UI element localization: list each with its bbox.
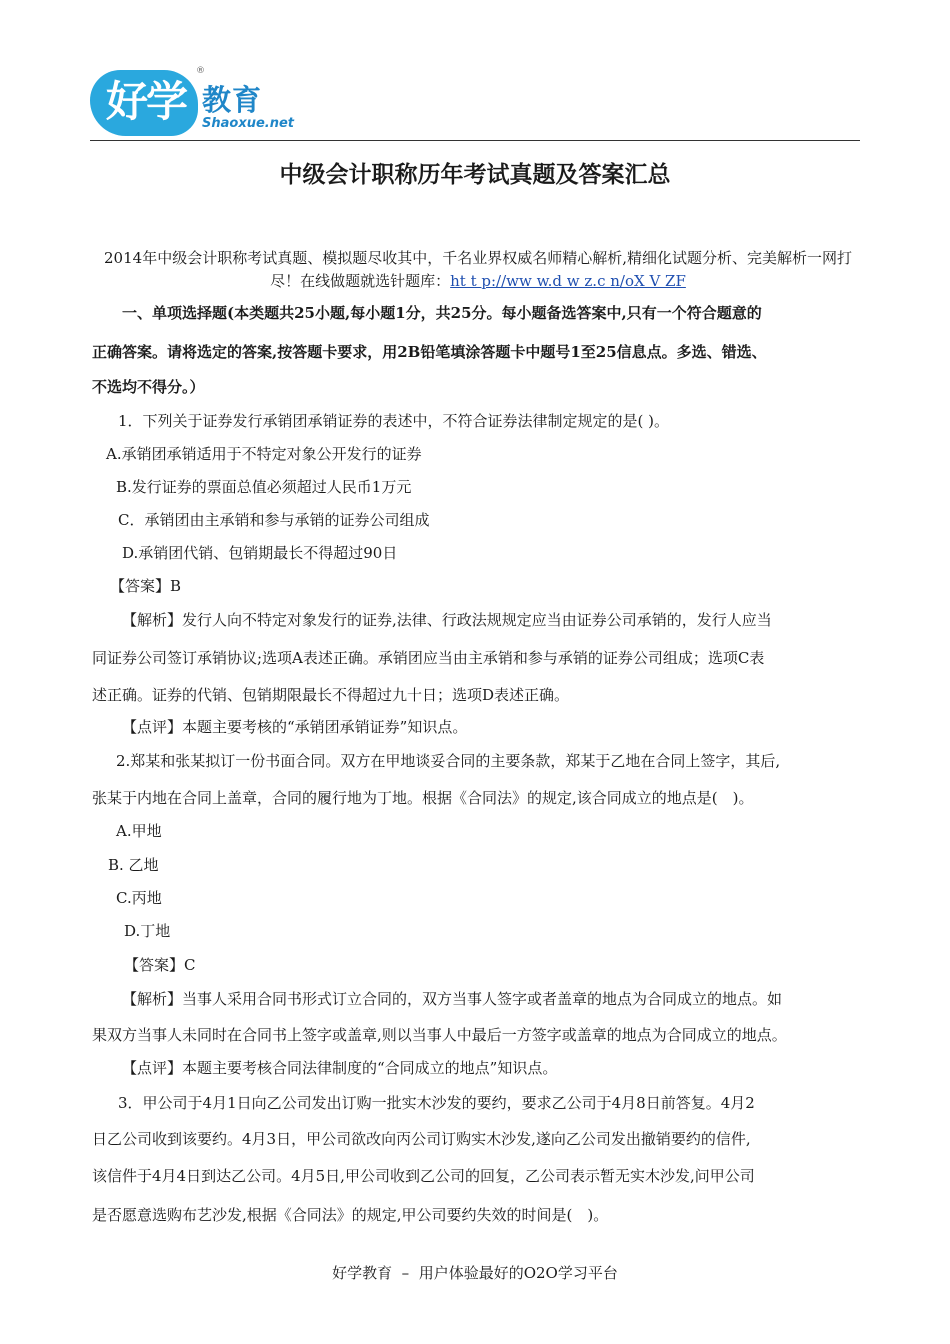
- q2-answer: 【答案】C: [124, 956, 196, 974]
- section-heading-line-3: 不选均不得分。）: [92, 378, 205, 396]
- q2-analysis-line-1: 【解析】当事人采用合同书形式订立合同的，双方当事人签字或者盖章的地点为合同成立的地点。如: [122, 990, 783, 1008]
- q3-stem-line-2: 日乙公司收到该要约。4月3日，甲公司欲改向丙公司订购实木沙发,遂向乙公司发出撤销要约的信件,: [92, 1130, 751, 1148]
- logo-side-text: 教育: [202, 83, 263, 117]
- logo-main-text: 好学: [105, 77, 186, 126]
- q3-stem-line-3: 该信件于4月4日到达乙公司。4月5日,甲公司收到乙公司的回复，乙公司表示暂无实木沙发,问甲公司: [92, 1167, 755, 1185]
- q1-option-d: D.承销团代销、包销期最长不得超过90日: [122, 544, 398, 562]
- intro-paragraph: [96, 247, 860, 293]
- q1-answer: 【答案】B: [110, 577, 182, 595]
- section-heading-line-2: 正确答案。请将选定的答案,按答题卡要求，用2B铅笔填涂答题卡中题号1至25信息点。多选、错选、: [92, 343, 767, 361]
- q1-analysis-line-2: 同证券公司签订承销协议;选项A表述正确。承销团应当由主承销和参与承销的证券公司组成；选项C表: [92, 649, 765, 667]
- q2-option-d: D.丁地: [124, 922, 171, 940]
- q3-stem-line-1: 3．甲公司于4月1日向乙公司发出订购一批实木沙发的要约，要求乙公司于4月8日前答复。4月2: [118, 1094, 755, 1112]
- q1-stem: 1．下列关于证券发行承销团承销证券的表述中，不符合证券法律制定规定的是( )。: [118, 412, 670, 430]
- q1-comment: 【点评】本题主要考核的“承销团承销证券”知识点。: [122, 718, 468, 736]
- intro-link[interactable]: ht t p://ww w.d w z.c n/oX V ZF: [450, 272, 686, 290]
- q2-option-c: C.丙地: [116, 889, 162, 907]
- q2-option-a: A.甲地: [116, 822, 162, 840]
- q2-option-b: B. 乙地: [108, 856, 159, 874]
- q3-stem-line-4: 是否愿意选购布艺沙发,根据《合同法》的规定,甲公司要约失效的时间是( )。: [92, 1206, 609, 1224]
- intro-text: 2014年中级会计职称考试真题、模拟题尽收其中，千名业界权威名师精心解析,精细化试题分析、完美解析一网打尽！在线做题就选针题库：: [104, 249, 852, 290]
- q1-option-c: C．承销团由主承销和参与承销的证券公司组成: [118, 511, 430, 529]
- section-heading-line-1: 一、单项选择题(本类题共25小题,每小题1分，共25分。每小题备选答案中,只有一个符合题意的: [122, 304, 762, 322]
- page-footer: 好学教育 – 用户体验最好的O2O学习平台: [332, 1264, 618, 1282]
- page-title: 中级会计职称历年考试真题及答案汇总: [279, 161, 671, 188]
- q2-analysis-line-2: 果双方当事人未同时在合同书上签字或盖章,则以当事人中最后一方签字或盖章的地点为合同成立的地点。: [92, 1026, 787, 1044]
- logo: [90, 66, 295, 140]
- header-divider: [90, 140, 860, 141]
- q1-option-b: B.发行证券的票面总值必须超过人民币1万元: [116, 478, 412, 496]
- q2-stem-line-1: 2.郑某和张某拟订一份书面合同。双方在甲地谈妥合同的主要条款，郑某于乙地在合同上签字，其后,: [116, 752, 781, 770]
- logo-url-text: Shaoxue.net: [202, 116, 295, 131]
- q1-analysis-line-3: 述正确。证券的代销、包销期限最长不得超过九十日；选项D表述正确。: [92, 686, 570, 704]
- q1-option-a: A.承销团承销适用于不特定对象公开发行的证券: [106, 445, 422, 463]
- logo-registered-mark: ®: [196, 66, 205, 76]
- q1-analysis-line-1: 【解析】发行人向不特定对象发行的证券,法律、行政法规规定应当由证券公司承销的，发行人应当: [122, 611, 772, 629]
- q2-stem-line-2: 张某于内地在合同上盖章，合同的履行地为丁地。根据《合同法》的规定,该合同成立的地点是( )。: [92, 789, 754, 807]
- q2-comment: 【点评】本题主要考核合同法律制度的“合同成立的地点”知识点。: [122, 1059, 558, 1077]
